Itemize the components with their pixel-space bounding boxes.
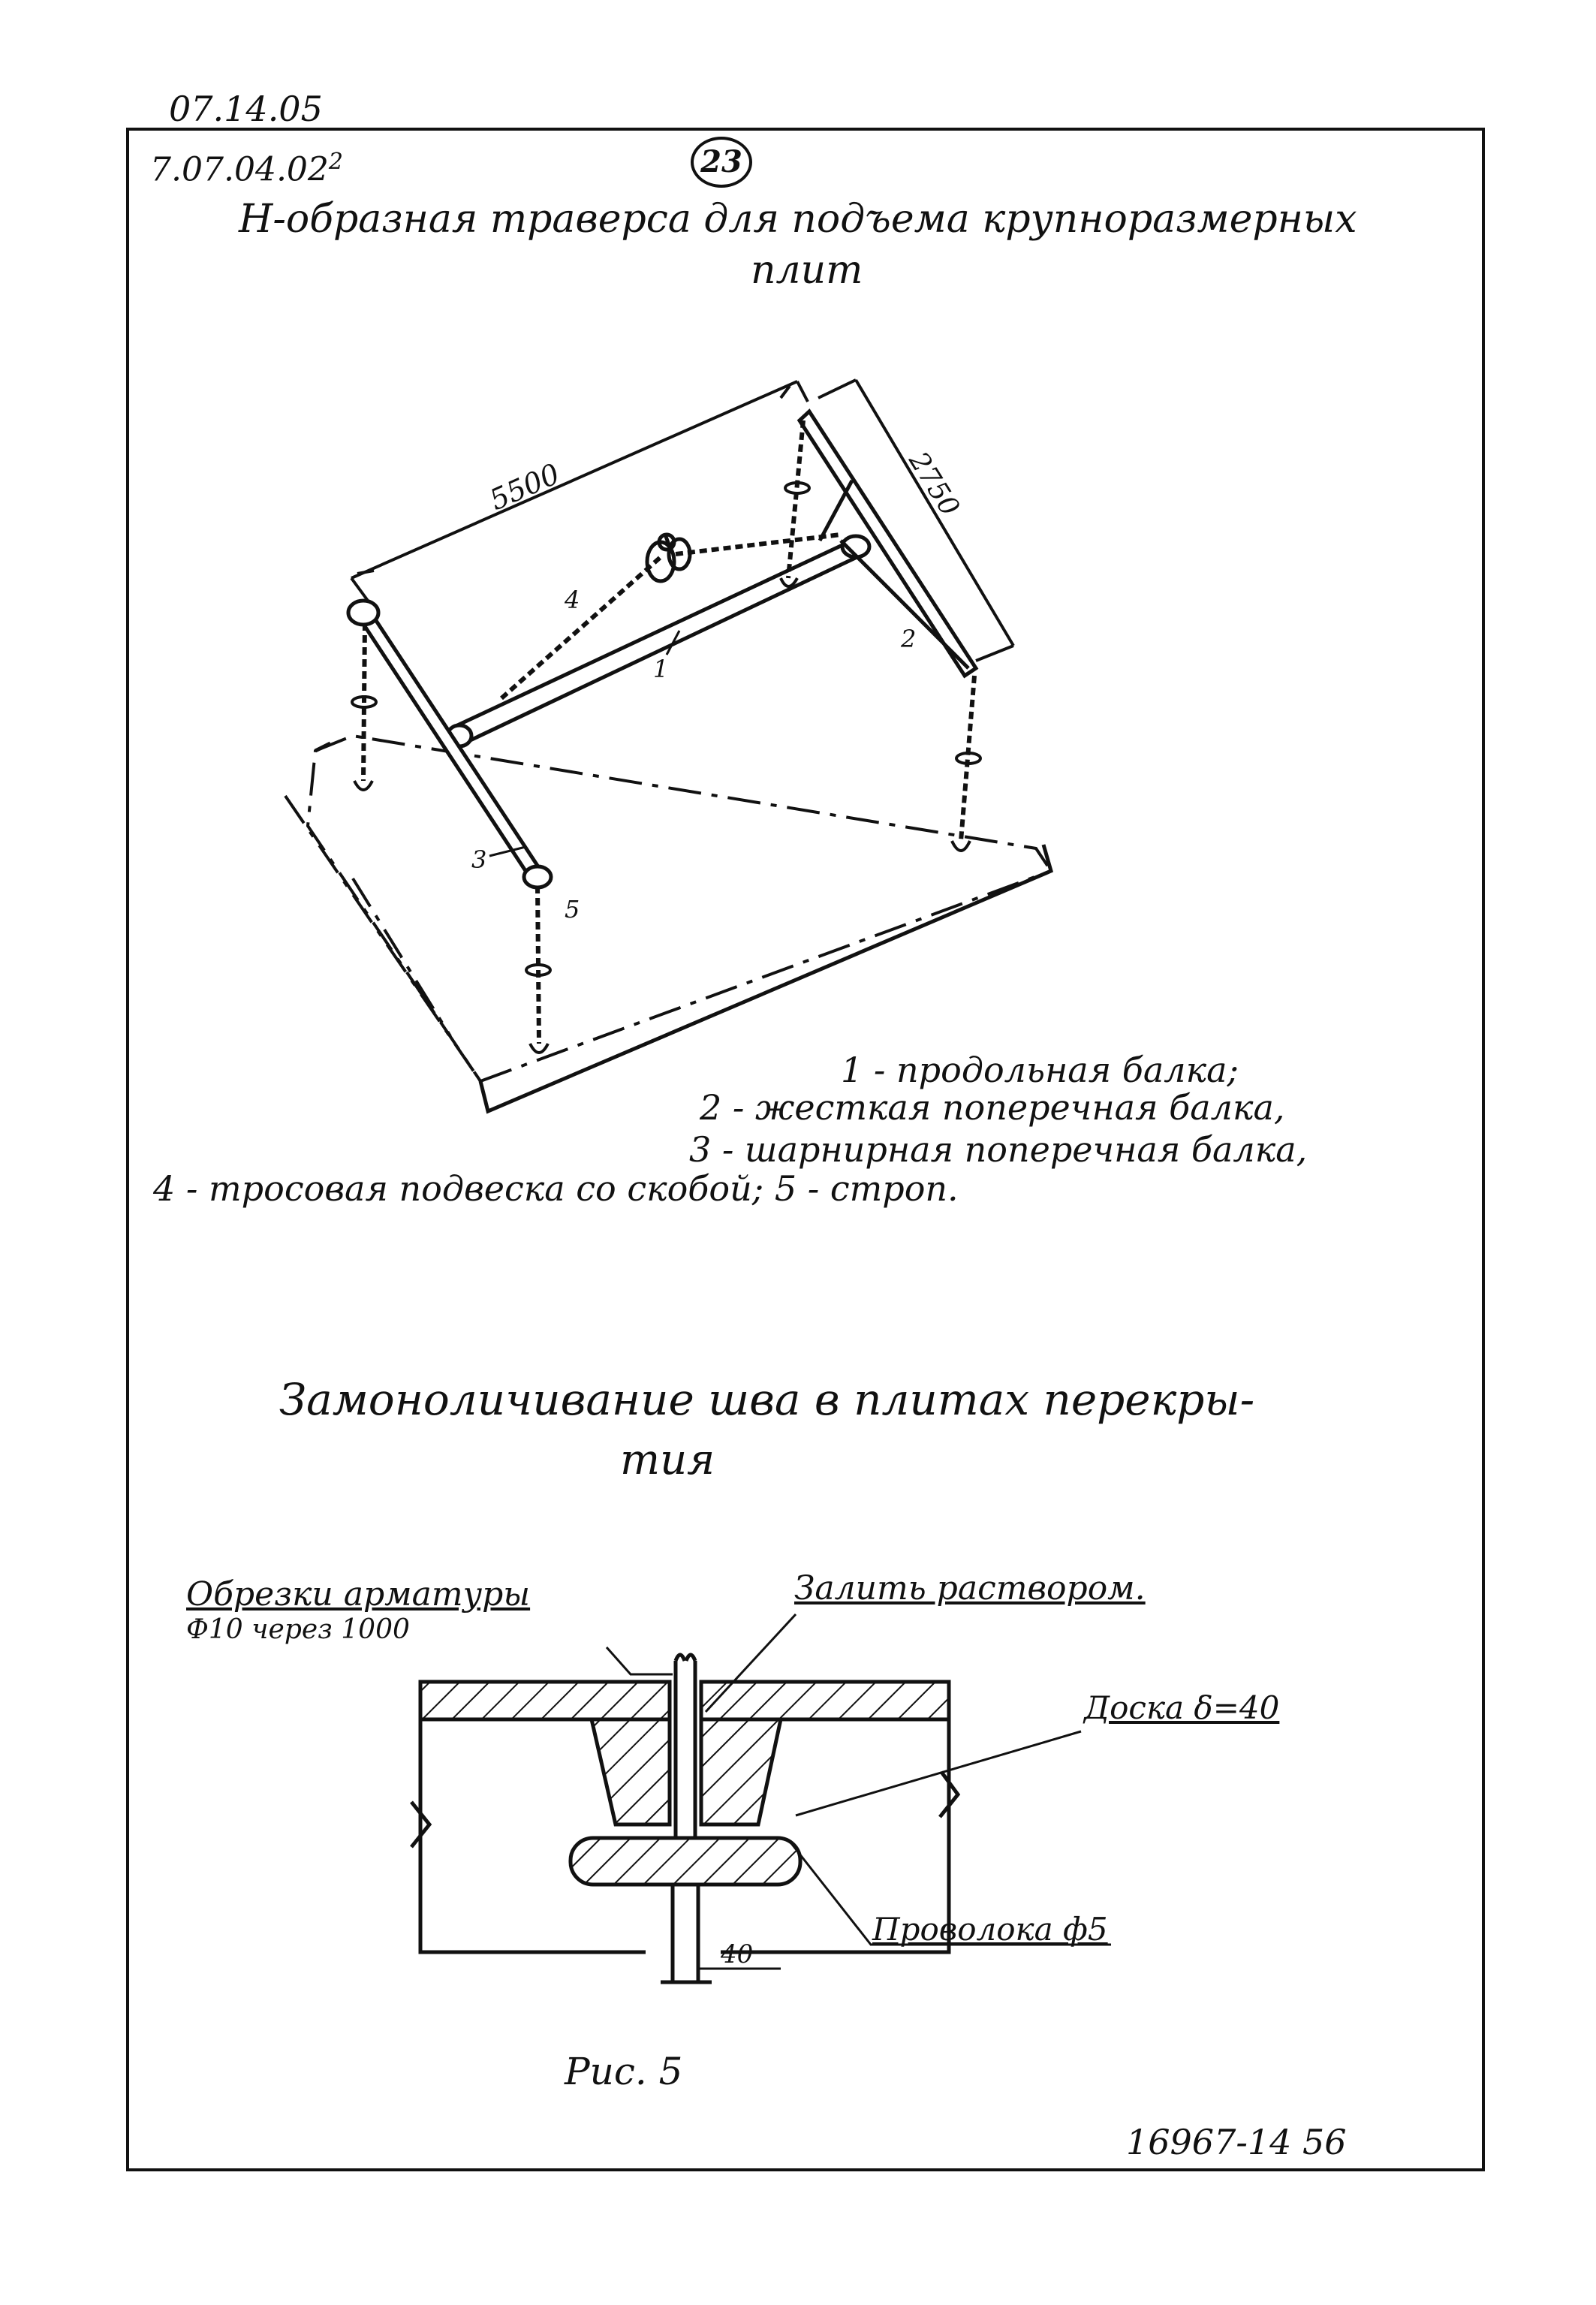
rebar-pieces [676, 1655, 695, 1839]
legend-item-4-5: 4 - тросовая подвеска со скобой; 5 - строп. [153, 1168, 959, 1209]
code-top: 07.14.05 [169, 89, 323, 129]
label-rebar: Обрезки арматуры [186, 1575, 531, 1614]
label-wire: Проволока ф5 [872, 1911, 1108, 1948]
legend-item-2: 2 - жесткая поперечная балка, [700, 1087, 1285, 1128]
code-doc-superscript: 2 [328, 149, 344, 175]
label-leaders [607, 1614, 1111, 1945]
figure2-title-line2: тия [620, 1436, 715, 1484]
slab-outlines [411, 1719, 958, 1952]
callout-2: 2 [901, 625, 917, 653]
figure1-title-line2: плит [751, 248, 863, 293]
slab-flanges [420, 1682, 949, 1719]
dim-gap-text: 40 [721, 1939, 754, 1969]
label-mortar: Залить раствором. [794, 1569, 1146, 1607]
sheet-number: 23 [700, 144, 742, 179]
callout-5: 5 [565, 895, 580, 924]
legend-item-3: 3 - шарнирная поперечная балка, [689, 1129, 1308, 1170]
callout-4: 4 [565, 586, 580, 614]
footer-doc-number: 16967-14 56 [1126, 2122, 1347, 2162]
board [571, 1838, 800, 1885]
mortar-fill [592, 1719, 781, 1824]
figure1-title-line1: Н-образная траверса для подъема крупноразмерных [239, 197, 1357, 242]
callout-3: 3 [471, 845, 487, 874]
legend-item-1: 1 - продольная балка; [841, 1050, 1239, 1090]
dim-length-text: 5500 [484, 456, 565, 517]
code-doc-text: 7.07.04.02 [150, 150, 329, 189]
figure2-title-line1: Замоноличивание шва в плитах перекры- [279, 1374, 1255, 1425]
dim-width-text: 2750 [902, 447, 965, 522]
label-board: Доска δ=40 [1084, 1689, 1280, 1726]
callout-1: 1 [653, 655, 669, 683]
figure-caption: Рис. 5 [565, 2050, 683, 2093]
label-rebar-spec: Ф10 через 1000 [186, 1614, 410, 1645]
